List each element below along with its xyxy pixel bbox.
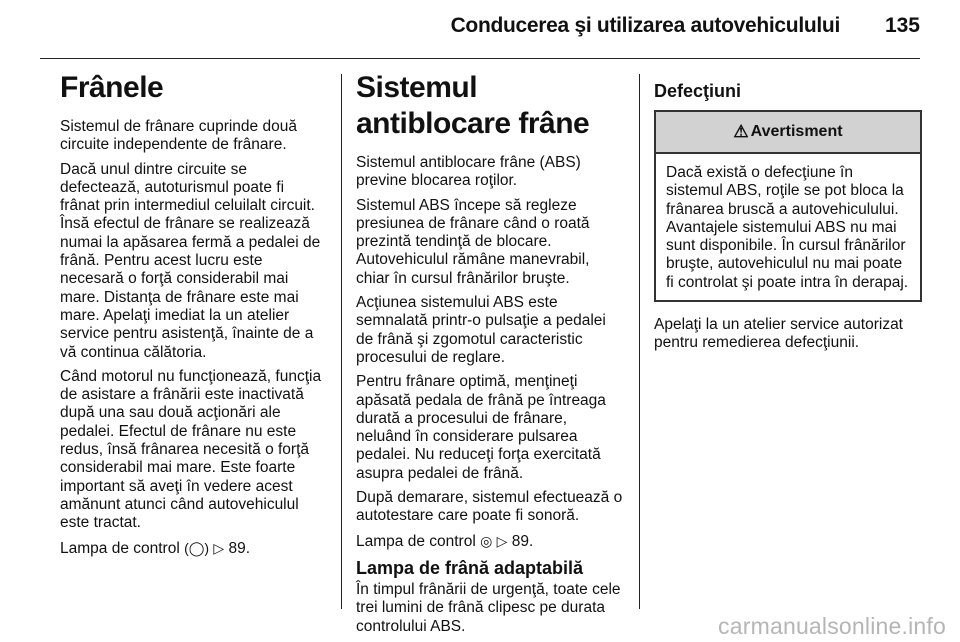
page-header <box>0 0 960 56</box>
paragraph: Dacă unul dintre circuite se defectează, autoturismul poate fi frânat prin intermediul celuilalt circuit. Însă efectul de frânare se realizează numai la apăsarea fermă a pedalei de frână. Pentru acest lucru este necesară o forţă considerabil mai mare. Distanţa de frânare este mai mare. Apelaţi imediat la un atelier service pentru asistenţă, înainte de a vă continua călătoria. <box>60 160 321 361</box>
control-lamp-label: Lampa de control <box>356 532 476 550</box>
abs-warning-icon: ◎ <box>480 532 493 549</box>
paragraph: Când motorul nu funcţionează, funcţia de asistare a frânării este inactivată după una sau două acţionări ale pedalei. Efectul de frânare nu este redus, însă frânarea necesită o forţă considerabil mai mare. Este foarte important să aveţi în vedere acest amănunt atunci când autovehiculul este tractat. <box>60 367 322 532</box>
paragraph: Sistemul de frânare cuprinde două circuite independente de frânare. <box>60 118 297 154</box>
column-faults <box>654 70 922 359</box>
brake-warning-icon: (◯) <box>184 539 210 556</box>
section-heading-brakes: Frânele <box>60 71 164 104</box>
control-lamp-label: Lampa de control <box>60 539 180 557</box>
page-ref-link[interactable]: 89. <box>228 539 251 557</box>
subheading-adaptive-brake-light: Lampa de frână adaptabilă <box>356 557 584 578</box>
control-lamp-reference <box>356 532 624 551</box>
header-title: Conducerea şi utilizarea autovehiculului <box>450 14 840 37</box>
control-lamp-reference <box>60 539 326 558</box>
paragraph: Pentru frânare optimă, menţineţi apăsată pedala de frână pe întreaga durată a procesului de frânare, neluând în considerare pulsarea pedalei. Nu reduceţi forţa exercitată asupra pedalei de frână. <box>356 373 606 482</box>
section-heading-abs: Sistemul antiblocare frâne <box>356 71 590 140</box>
paragraph: Acţiunea sistemului ABS este semnalată printr-o pulsaţie a pedalei de frână şi zgomotul caracteristic procesului de reglare. <box>356 294 606 366</box>
paragraph: Sistemul antiblocare frâne (ABS) previne blocarea roţilor. <box>356 154 581 190</box>
column-divider-2 <box>639 74 640 609</box>
warning-box <box>654 110 922 302</box>
page-number: 135 <box>884 14 920 37</box>
warning-body <box>656 154 920 300</box>
column-brakes <box>60 70 326 564</box>
column-divider-1 <box>341 74 342 609</box>
paragraph: Apelaţi la un atelier service autorizat pentru remedierea defecţiunii. <box>654 316 903 352</box>
warning-text: Dacă există o defecţiune în sistemul ABS, roţile se pot bloca la frânarea bruscă a autovehiculului. Avantajele sistemului ABS nu mai sunt disponibile. În cursul frânărilor bruşte, autovehiculul nu mai poate fi controlat şi poate intra în derapaj. <box>666 164 909 291</box>
paragraph: În timpul frânării de urgenţă, toate cele trei lumini de frână clipesc pe durata controlului ABS. <box>356 580 621 635</box>
watermark: carmanualsonline.info <box>718 613 946 639</box>
paragraph: Sistemul ABS începe să regleze presiunea de frânare când o roată prezintă tendinţă de blocare. Autovehiculul rămâne manevrabil, chiar în cursul frânărilor bruşte. <box>356 196 590 287</box>
warning-header <box>656 112 920 154</box>
page-ref-link[interactable]: 89. <box>511 532 534 550</box>
page-reference-icon: ▷ <box>496 532 508 549</box>
warning-title: Avertisment <box>750 122 843 140</box>
warning-triangle-icon: ⚠ <box>733 121 749 141</box>
header-divider <box>40 58 920 59</box>
column-abs <box>356 70 624 642</box>
paragraph: După demarare, sistemul efectuează o autotestare care poate fi sonoră. <box>356 489 623 525</box>
section-heading-faults: Defecţiuni <box>654 81 742 101</box>
page-reference-icon: ▷ <box>213 539 225 556</box>
